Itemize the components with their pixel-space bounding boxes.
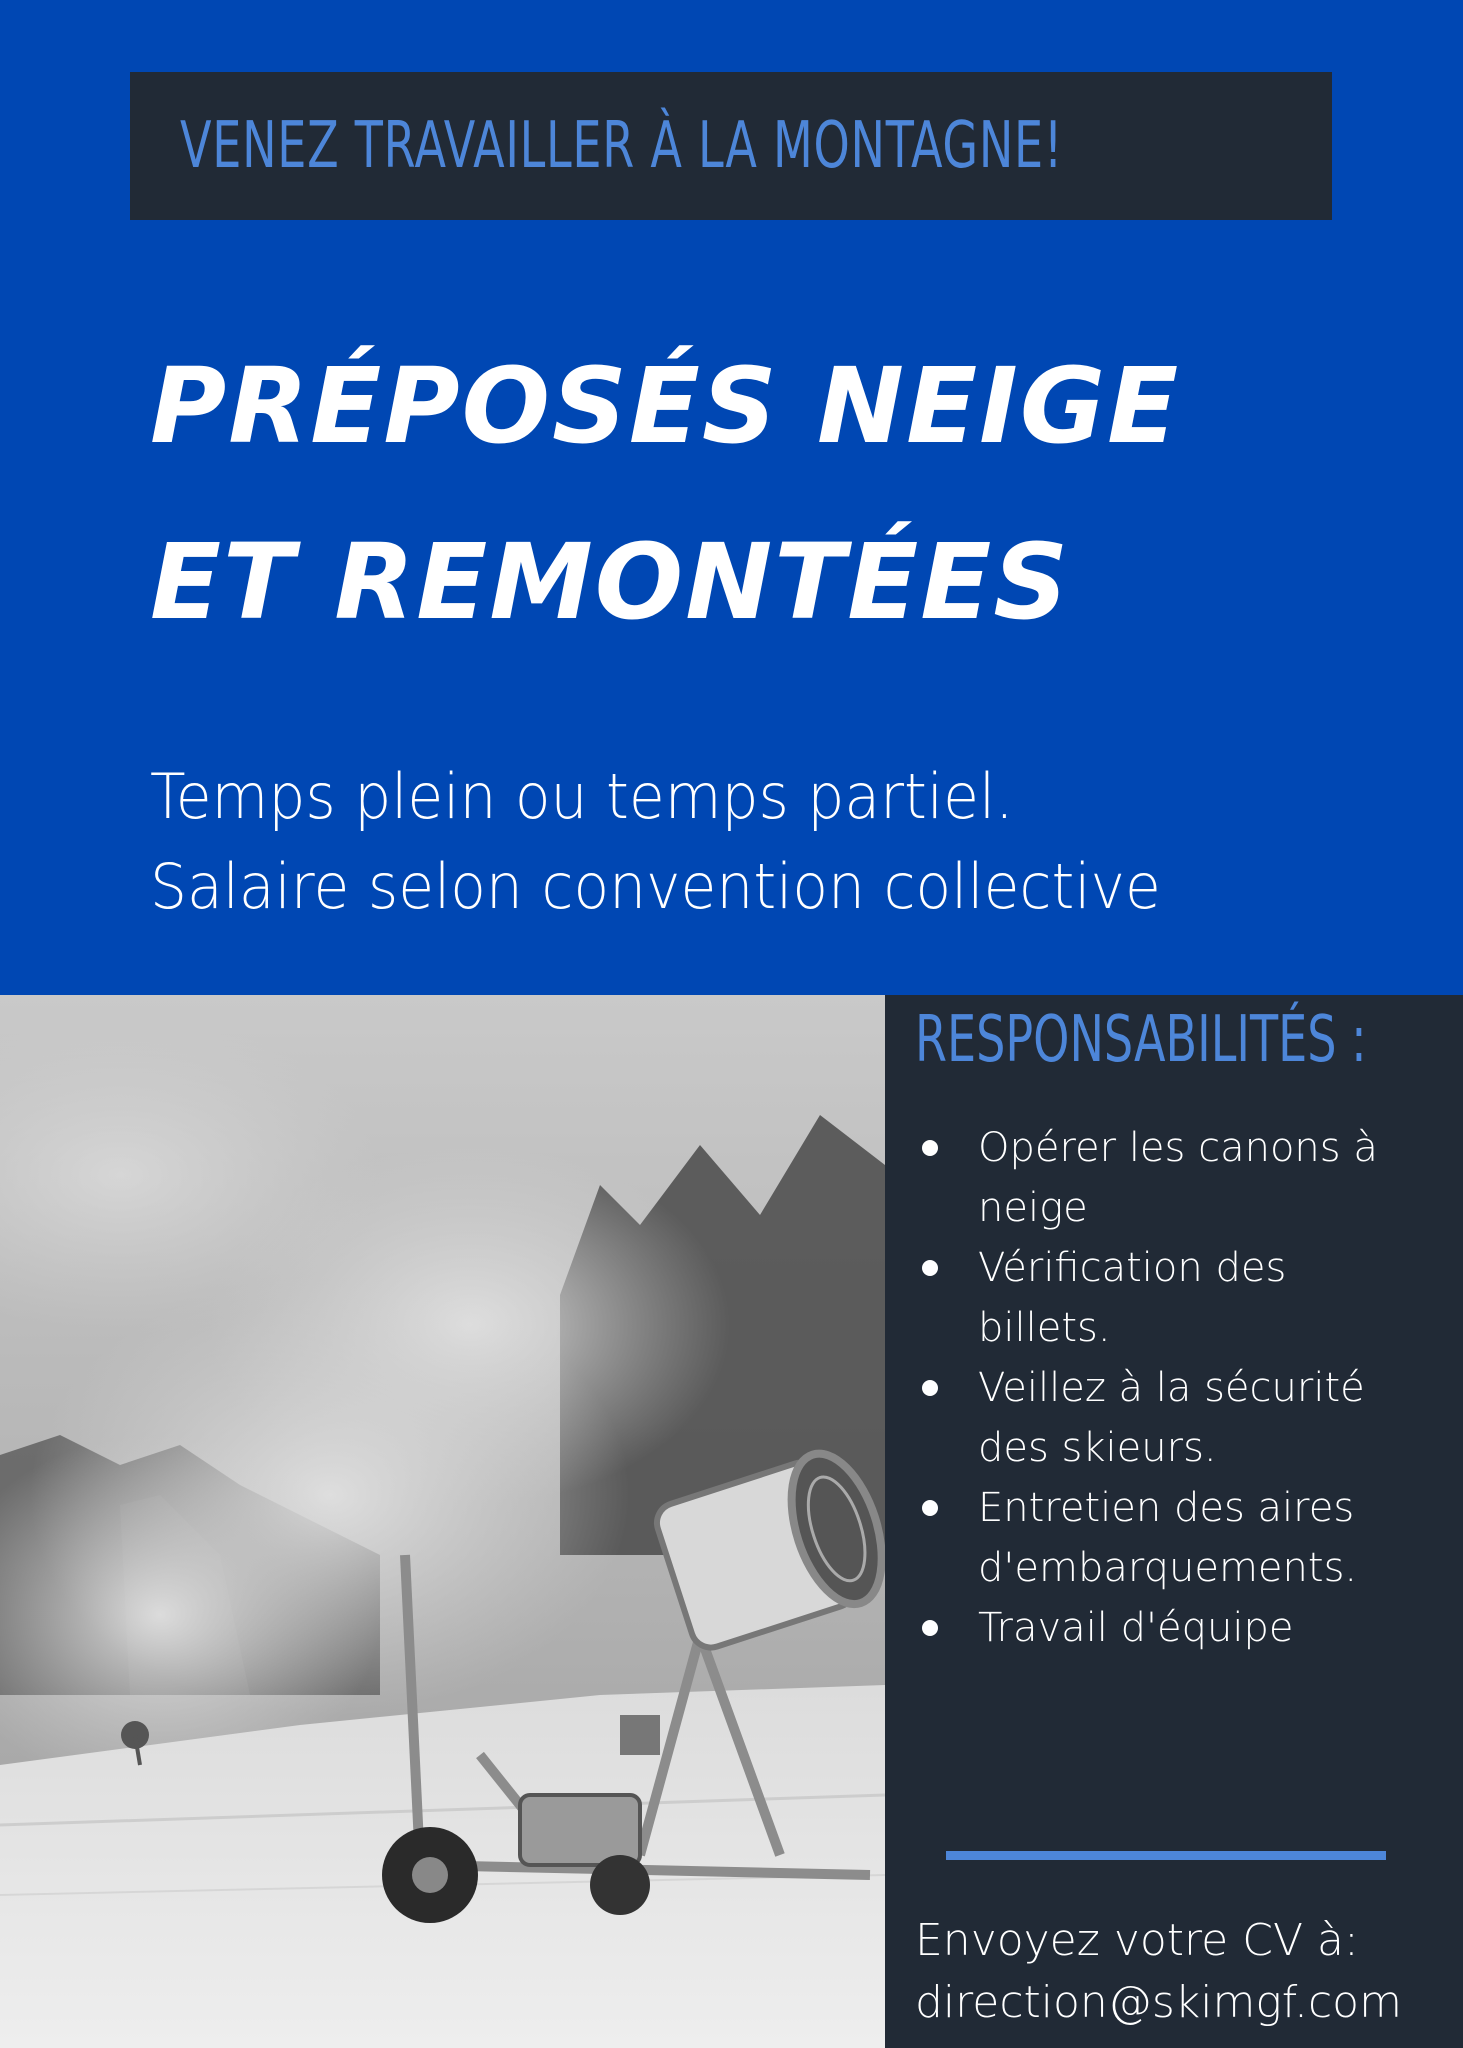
bullet-icon [922,1500,938,1516]
contact-email[interactable]: direction@skimgf.com [915,1977,1402,2028]
bullet-icon [922,1620,938,1636]
job-conditions-line-2: Salaire selon convention collective [150,850,1161,923]
responsibilities-title: RESPONSABILITÉS : [915,1003,1367,1077]
list-item-label: Entretien des aires d'embarquements. [978,1485,1358,1591]
list-item-label: Vérification des billets. [978,1245,1287,1351]
list-item [915,1118,1455,1238]
contact-label: Envoyez votre CV à: [915,1915,1359,1966]
hero-section [0,0,1463,995]
job-conditions-line-1: Temps plein ou temps partiel. [150,760,1014,833]
list-item [915,1238,1455,1358]
job-conditions [150,752,1161,932]
job-title-line-1: PRÉPOSÉS NEIGE [150,345,1181,467]
responsibilities-panel [885,995,1463,2048]
bullet-icon [922,1380,938,1396]
job-title [150,318,1350,670]
header-banner [130,72,1332,220]
banner-text: VENEZ TRAVAILLER À LA MONTAGNE! [180,109,1064,183]
list-item-label: Travail d'équipe [978,1605,1294,1651]
list-item [915,1598,1455,1658]
responsibilities-list [915,1118,1455,1658]
snow-cannon-image [0,995,885,2048]
contact-info [915,1910,1402,2034]
bullet-icon [922,1140,938,1156]
list-item-label: Veillez à la sécurité des skieurs. [978,1365,1365,1471]
list-item [915,1358,1455,1478]
snow-cannon-photo [0,995,885,2048]
list-item-label: Opérer les canons à neige [978,1125,1378,1231]
list-item [915,1478,1455,1598]
bullet-icon [922,1260,938,1276]
job-title-line-2: ET REMONTÉES [150,521,1071,643]
divider [946,1851,1386,1860]
